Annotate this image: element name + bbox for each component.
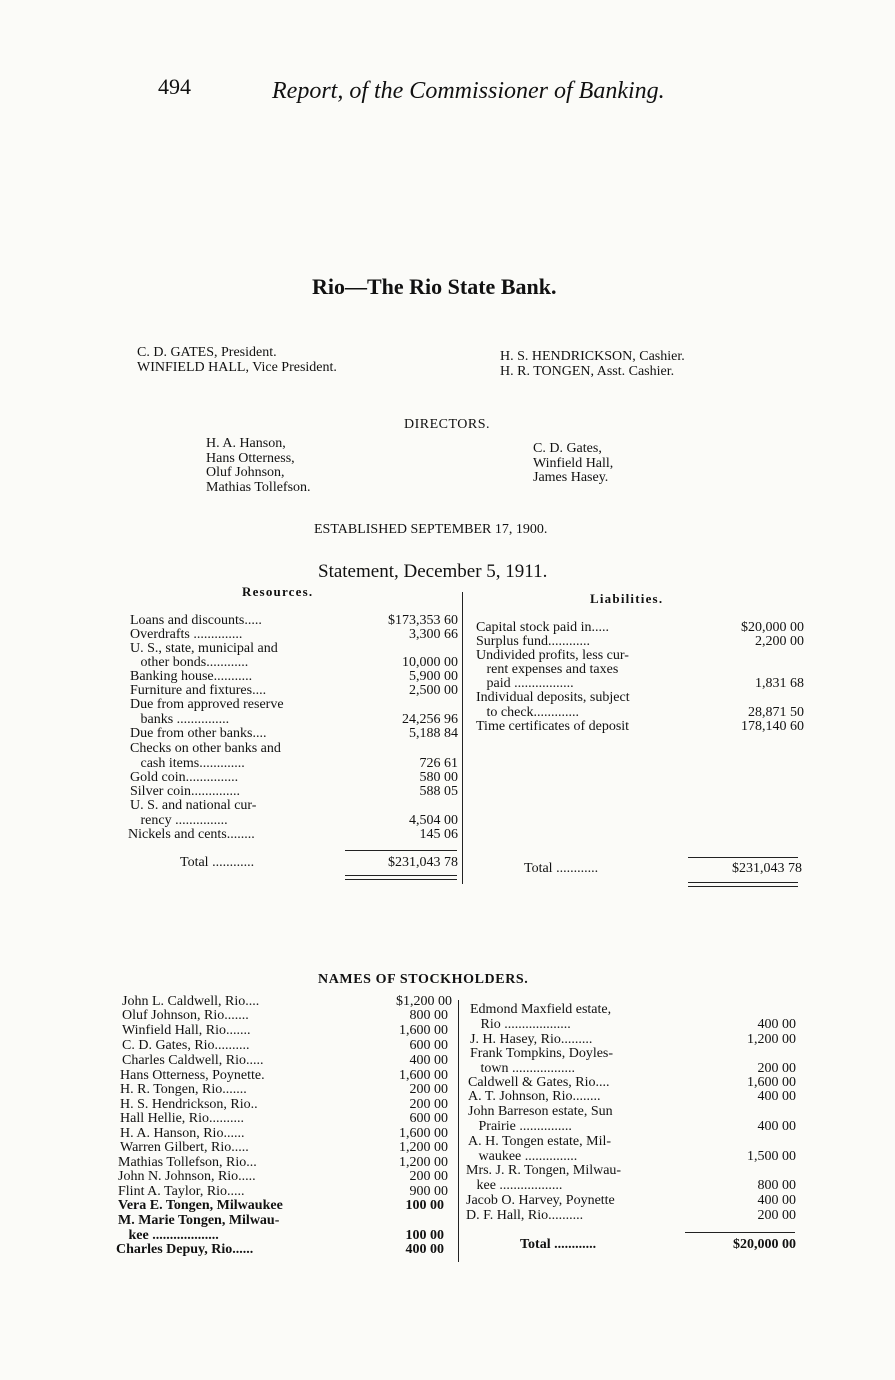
- resource-label: Silver coin..............: [130, 784, 241, 799]
- stockholder-amount: 800 00: [409, 1008, 448, 1023]
- stockholder-amount: 400 00: [757, 1089, 796, 1104]
- double-rule: [688, 886, 798, 887]
- stockholder-name: Flint A. Taylor, Rio.....: [118, 1184, 245, 1199]
- stockholder-name: Charles Caldwell, Rio.....: [122, 1053, 264, 1068]
- stockholder-name: A. H. Tongen estate, Mil-: [468, 1134, 612, 1149]
- stockholder-name: Edmond Maxfield estate,: [470, 1002, 612, 1017]
- liability-amount: 28,871 50: [748, 705, 804, 720]
- resource-amount: 726 61: [419, 756, 458, 771]
- stockholder-name: Hall Hellie, Rio..........: [120, 1111, 245, 1126]
- stockholder-name: Mathias Tollefson, Rio...: [118, 1155, 257, 1170]
- liability-amount: 2,200 00: [755, 634, 804, 649]
- stockholder-amount: 200 00: [409, 1082, 448, 1097]
- stockholder-name: Jacob O. Harvey, Poynette: [466, 1193, 615, 1208]
- officer-cashier: H. S. HENDRICKSON, Cashier.: [500, 349, 685, 364]
- director-name: Winfield Hall,: [533, 456, 614, 471]
- stockholders-heading: NAMES OF STOCKHOLDERS.: [318, 972, 529, 987]
- liability-label: Individual deposits, subject: [476, 690, 630, 705]
- stockholder-amount: 200 00: [757, 1061, 796, 1076]
- liability-amount: 1,831 68: [755, 676, 804, 691]
- liability-label: Undivided profits, less cur-: [476, 648, 629, 663]
- stockholder-name: kee ..................: [466, 1178, 563, 1193]
- stockholders-total-label: Total ............: [520, 1237, 597, 1252]
- officer-vice-president: WINFIELD HALL, Vice President.: [137, 360, 337, 375]
- resource-label: U. S. and national cur-: [130, 798, 257, 813]
- stockholder-name: kee ...................: [118, 1228, 219, 1243]
- director-name: H. A. Hanson,: [206, 436, 286, 451]
- stockholder-name: Prairie ...............: [468, 1119, 572, 1134]
- stockholder-amount: 400 00: [409, 1053, 448, 1068]
- resource-amount: 2,500 00: [409, 683, 458, 698]
- stockholder-amount: 200 00: [409, 1169, 448, 1184]
- director-name: Mathias Tollefson.: [206, 480, 311, 495]
- resource-label: Banking house...........: [130, 669, 253, 684]
- resource-amount: 24,256 96: [402, 712, 458, 727]
- directors-heading: DIRECTORS.: [404, 417, 491, 432]
- column-divider: [458, 1000, 459, 1262]
- stockholder-amount: 1,500 00: [747, 1149, 796, 1164]
- liability-label: Time certificates of deposit: [476, 719, 630, 734]
- liability-amount: $20,000 00: [741, 620, 804, 635]
- resources-heading: Resources.: [242, 584, 314, 599]
- stockholder-amount: 600 00: [409, 1111, 448, 1126]
- stockholder-name: John L. Caldwell, Rio....: [122, 994, 260, 1009]
- resource-amount: 10,000 00: [402, 655, 458, 670]
- stockholder-name: Winfield Hall, Rio.......: [122, 1023, 251, 1038]
- resource-label: U. S., state, municipal and: [130, 641, 278, 656]
- page-number: 494: [158, 74, 191, 99]
- resource-label: banks ...............: [130, 712, 230, 727]
- stockholder-name: Frank Tompkins, Doyles-: [470, 1046, 614, 1061]
- stockholder-name: town ..................: [470, 1061, 575, 1076]
- stockholder-name: H. S. Hendrickson, Rio..: [120, 1097, 258, 1112]
- liability-label: rent expenses and taxes: [476, 662, 619, 677]
- liabilities-total-amount: $231,043 78: [732, 861, 802, 876]
- stockholder-amount: 400 00: [757, 1119, 796, 1134]
- resources-total-amount: $231,043 78: [388, 855, 458, 870]
- officer-president: C. D. GATES, President.: [137, 345, 277, 360]
- stockholder-amount: 200 00: [757, 1208, 796, 1223]
- stockholder-name: Charles Depuy, Rio......: [116, 1242, 254, 1257]
- stockholder-name: John N. Johnson, Rio.....: [118, 1169, 256, 1184]
- stockholder-amount: 1,600 00: [399, 1023, 448, 1038]
- resource-amount: 580 00: [419, 770, 458, 785]
- stockholder-name: A. T. Johnson, Rio........: [468, 1089, 601, 1104]
- stockholder-name: Rio ...................: [470, 1017, 571, 1032]
- stockholder-amount: 200 00: [409, 1097, 448, 1112]
- stockholder-name: Oluf Johnson, Rio.......: [122, 1008, 249, 1023]
- stockholder-amount: 1,200 00: [399, 1155, 448, 1170]
- resource-label: other bonds............: [130, 655, 249, 670]
- resource-label: Loans and discounts.....: [130, 613, 262, 628]
- director-name: Oluf Johnson,: [206, 465, 285, 480]
- stockholder-amount: 1,600 00: [399, 1126, 448, 1141]
- stockholder-name: J. H. Hasey, Rio.........: [470, 1032, 593, 1047]
- director-name: James Hasey.: [533, 470, 609, 485]
- total-rule: [688, 857, 798, 858]
- stockholder-amount: 100 00: [405, 1228, 444, 1243]
- resources-total-label: Total ............: [180, 855, 255, 870]
- resource-amount: 4,504 00: [409, 813, 458, 828]
- statement-title: Statement, December 5, 1911.: [318, 561, 548, 582]
- double-rule: [688, 882, 798, 883]
- resource-label: Due from other banks....: [130, 726, 267, 741]
- officer-asst-cashier: H. R. TONGEN, Asst. Cashier.: [500, 364, 675, 379]
- resource-label: Checks on other banks and: [130, 741, 281, 756]
- resource-label: Furniture and fixtures....: [130, 683, 267, 698]
- bank-title: Rio—The Rio State Bank.: [312, 274, 557, 299]
- stockholder-name: M. Marie Tongen, Milwau-: [118, 1213, 280, 1228]
- stockholder-amount: 100 00: [405, 1198, 444, 1213]
- liability-label: Surplus fund............: [476, 634, 590, 649]
- liability-label: to check.............: [476, 705, 580, 720]
- stockholder-amount: $1,200 00: [396, 994, 452, 1009]
- liability-amount: 178,140 60: [741, 719, 804, 734]
- double-rule: [345, 875, 457, 876]
- resource-label: rency ...............: [130, 813, 228, 828]
- stockholder-name: H. R. Tongen, Rio.......: [120, 1082, 247, 1097]
- total-rule: [685, 1232, 795, 1233]
- stockholder-amount: 400 00: [405, 1242, 444, 1257]
- liabilities-heading: Liabilities.: [590, 591, 664, 606]
- liabilities-total-label: Total ............: [524, 861, 599, 876]
- resource-amount: $173,353 60: [388, 613, 458, 628]
- liability-label: Capital stock paid in.....: [476, 620, 609, 635]
- stockholder-amount: 1,600 00: [399, 1068, 448, 1083]
- resource-amount: 5,188 84: [409, 726, 458, 741]
- stockholder-name: Vera E. Tongen, Milwaukee: [118, 1198, 283, 1213]
- liability-label: paid .................: [476, 676, 574, 691]
- stockholder-amount: 1,200 00: [747, 1032, 796, 1047]
- total-rule: [345, 850, 457, 851]
- resource-label: cash items.............: [130, 756, 245, 771]
- resource-label: Gold coin...............: [130, 770, 239, 785]
- stockholder-name: D. F. Hall, Rio..........: [466, 1208, 584, 1223]
- stockholder-name: Warren Gilbert, Rio.....: [120, 1140, 249, 1155]
- double-rule: [345, 879, 457, 880]
- resource-amount: 5,900 00: [409, 669, 458, 684]
- running-title: Report, of the Commissioner of Banking.: [272, 78, 665, 104]
- director-name: C. D. Gates,: [533, 441, 602, 456]
- stockholder-amount: 400 00: [757, 1017, 796, 1032]
- stockholder-name: Hans Otterness, Poynette.: [120, 1068, 265, 1083]
- stockholder-amount: 1,200 00: [399, 1140, 448, 1155]
- stockholder-name: John Barreson estate, Sun: [468, 1104, 613, 1119]
- stockholder-name: C. D. Gates, Rio..........: [122, 1038, 250, 1053]
- resource-label: Due from approved reserve: [130, 697, 284, 712]
- resource-amount: 588 05: [419, 784, 458, 799]
- stockholder-name: waukee ...............: [468, 1149, 578, 1164]
- stockholder-amount: 1,600 00: [747, 1075, 796, 1090]
- stockholder-amount: 400 00: [757, 1193, 796, 1208]
- stockholder-name: H. A. Hanson, Rio......: [120, 1126, 245, 1141]
- stockholder-amount: 800 00: [757, 1178, 796, 1193]
- resource-amount: 3,300 66: [409, 627, 458, 642]
- column-divider: [462, 592, 463, 884]
- stockholder-amount: 600 00: [409, 1038, 448, 1053]
- director-name: Hans Otterness,: [206, 451, 295, 466]
- stockholders-total-amount: $20,000 00: [733, 1237, 796, 1252]
- resource-amount: 145 06: [419, 827, 458, 842]
- resource-label: Nickels and cents........: [128, 827, 255, 842]
- established-date: ESTABLISHED SEPTEMBER 17, 1900.: [314, 522, 548, 537]
- stockholder-amount: 900 00: [409, 1184, 448, 1199]
- stockholder-name: Caldwell & Gates, Rio....: [468, 1075, 610, 1090]
- resource-label: Overdrafts ..............: [130, 627, 243, 642]
- stockholder-name: Mrs. J. R. Tongen, Milwau-: [466, 1163, 622, 1178]
